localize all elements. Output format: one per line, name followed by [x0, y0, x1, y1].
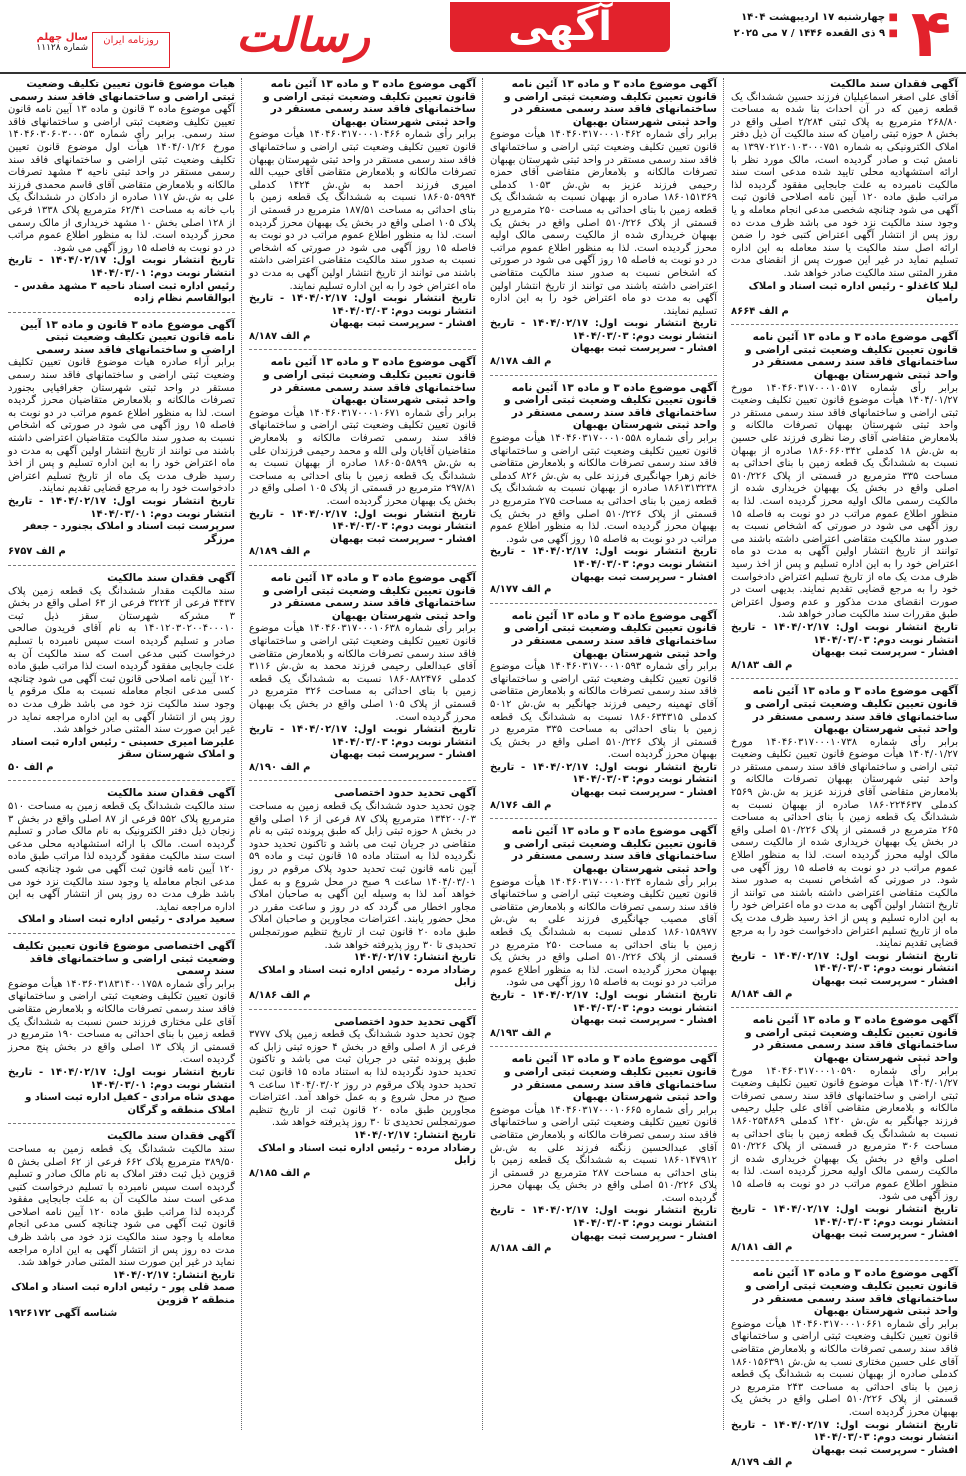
- ad-reference-code: م الف ۸/۱۷۸: [490, 356, 552, 368]
- masthead: [0, 0, 966, 74]
- ad-reference-code: م الف ۸/۱۹۰: [249, 761, 311, 773]
- column-3: [249, 78, 476, 1430]
- ad-body: برابر آراء صادره هیات موضوع قانون تعیین تکلیف وضعیت ثبتی اراضی و ساختمانهای فاقد سند رسمی مستقر در واحد ثبتی شهرستان جغرافیایی بجنورد تصرفات مالکانه و بلامعارض متقاضیان محرز گردیده است. لذا به منظور اطلاع عموم مراتب در دو نوبت به فاصله ۱۵ روز آگهی می شود در صورتی که اشخاص نسبت به صدور سند مالکیت متقاضیان اعتراضی داشته باشند می توانند از تاریخ انتشار اولین آگهی به مدت دو ماه اعتراض خود را به این اداره تسلیم و پس از اخذ رسید ظرف مدت یک ماه از تاریخ تسلیم اعتراض دادخواست خود را به مرجع قضایی تقدیم نمایند.: [8, 357, 235, 495]
- ad-signature: افشار - سرپرست ثبت بهبهان: [812, 975, 958, 987]
- ad-reference-code: م الف ۸/۱۸۹: [249, 546, 311, 558]
- ad-body: برابر رأی شماره ۱۴۰۴۶۰۳۱۷۰۰۰۱۰۵۹۳ هیأت موضوع قانون تعیین تکلیف وضعیت ثبتی اراضی و ساختمانهای فاقد سند رسمی تصرفات مالکانه و بلامعارض متقاضی آقای تهمینه رحیمی فرزند جهانگیر به ش.ش ۵۰۱۲ کدملی ۱۸۶۰۶۳۴۳۱۵ نسبت به ششدانگ یک قطعه زمین با بنای احداثی به مساحت ۳۳۵ مترمربع در قسمتی از پلاک ۵۱۰/۲۲۶ اصلی واقع در بخش یک بهبهان محرز گردیده است.: [490, 661, 717, 761]
- ad-notice: [249, 1016, 476, 1187]
- ad-body: برابر رأی شماره ۱۴۰۴۶۰۳۱۷۰۰۰۱۰۶۳۸ هیأت موضوع قانون تعیین تکلیف وضعیت ثبتی اراضی و ساختمانهای فاقد سند رسمی تصرفات مالکانه و بلامعارض متقاضی آقای عبدالعلی رحیمی فرزند محمد به ش.ش ۳۱۱۶ کدملی ۱۸۶۰۸۸۲۴۷۶ نسبت به ششدانگ یک قطعه زمین با بنای احداثی به مساحت ۳۲۶ مترمربع در قسمتی از پلاک ۱۰۵ اصلی واقع در بخش یک بهبهان محرز گردیده است.: [249, 623, 476, 723]
- issue-info: [6, 32, 88, 66]
- ribbon-badge: روزنامه ایران: [92, 32, 170, 68]
- year-label: سال چهلم: [36, 32, 88, 43]
- ad-publish-date: تاریخ انتشار نوبت اول: ۱۴۰۴/۰۲/۱۷ - تاریخ انتشار نوبت دوم: ۱۴۰۴/۰۳/۰۳: [490, 318, 717, 342]
- newspaper-logo: رسالت: [236, 8, 370, 62]
- ad-publish-date: تاریخ انتشار نوبت اول: ۱۴۰۴/۰۲/۱۷ - تاریخ انتشار نوبت دوم: ۱۴۰۴/۰۳/۰۳: [490, 1205, 717, 1230]
- ad-title: آگهی موضوع ماده ۳ و ماده ۱۳ آئین نامه قانون تعیین تکلیف وضعیت ثبتی اراضی و ساختمانهای فاقد سند رسمی مستقر در واحد ثبتی شهرستان بهبهان: [504, 1053, 717, 1104]
- date-line-hijri-gregorian: ■ ۹ ذی القعده ۱۴۴۶ / ۷ می ۲۰۲۵: [708, 26, 898, 42]
- ad-reference-code: م الف ۵۰: [8, 761, 54, 773]
- ad-signature: افشار - سرپرست ثبت بهبهان: [330, 533, 476, 545]
- ad-signature: لیلا کاغذلو - رئیس اداره ثبت اسناد و املاک رامیان: [748, 280, 958, 305]
- ad-title: آگهی موضوع ماده ۳ قانون و ماده ۱۳ آیین نامه قانون تعیین تکلیف وضعیت ثبتی اراضی و ساختمانهای فاقد سند رسمی: [20, 318, 235, 356]
- ad-body: برابر رأی شماره ۱۴۰۴۶۰۳۱۷۰۰۰۱۰۴۲۴ هیأت موضوع قانون تعیین تکلیف وضعیت ثبتی اراضی و ساختمانهای فاقد سند رسمی تصرفات مالکانه و بلامعارض متقاضی آقای مصیب جهانگیری فرزند علی به ش.ش ۱۸۶۰۱۵۸۹۷۷ کدملی نسبت به ششدانگ یک قطعه زمین با بنای احداثی به مساحت ۲۵۰ مترمربع در قسمتی از پلاک ۵۱۰/۲۲۶ اصلی واقع در بخش یک بهبهان محرز گردیده است. لذا به منظور اطلاع عموم مراتب در دو نوبت به فاصله ۱۵ روز آگهی می شود.: [490, 876, 717, 989]
- ad-body: برابر رأی شماره ۱۴۰۳۶۰۳۱۸۳۱۴۰۰۱۷۵۸ هیأت موضوع قانون تعیین تکلیف وضعیت ثبتی اراضی و ساختمانهای فاقد سند رسمی تصرفات مالکانه و بلامعارض متقاضی آقای علی مختاری فرزند حسن نسبت به ششدانگ یک قطعه زمین با بنای احداثی به مساحت ۱۹۰ مترمربع در قسمتی از پلاک ۱۳ اصلی واقع در بخش پنج محرز گردیده است.: [8, 978, 235, 1066]
- ad-notice: [731, 1014, 958, 1261]
- section-title: آگهی: [450, 2, 670, 52]
- ad-notice: [731, 685, 958, 1008]
- ad-body: سند مالکیت ششدانگ یک قطعه زمین به مساحت ۵۱۰ مترمربع پلاک ۵۵۲ فرعی از ۸۷ اصلی واقع در بخش ۳ زنجان ذیل دفتر الکترونیک به نام مالک صادر و تسلیم گردیده است. مالک با ارائه استشهادیه محلی مدعی است سند مالکیت مفقود گردیده لذا مراتب طبق ماده ۱۲۰ آیین نامه قانون ثبت آگهی می شود چنانچه کسی مدعی انجام معامله یا وجود سند مالکیت نزد خود می باشد ظرف مدت ده روز پس از انتشار آگهی به این اداره مراجعه نماید.: [8, 801, 235, 913]
- ad-title: آگهی موضوع ماده ۳ و ماده ۱۳ آئین نامه قانون تعیین تکلیف وضعیت ثبتی اراضی و ساختمانهای فاقد سند رسمی مستقر در واحد ثبتی شهرستان بهبهان: [745, 331, 958, 382]
- ad-publish-date: تاریخ انتشار نوبت اول: ۱۴۰۴/۰۲/۱۷ - تاریخ انتشار نوبت دوم: ۱۴۰۴/۰۳/۰۳: [731, 950, 958, 975]
- ad-reference-code: م الف ۶۷۵۷: [8, 546, 66, 558]
- date-line-persian: ■ چهارشنبه ۱۷ اردیبهشت ۱۴۰۴: [708, 10, 898, 26]
- column-divider: [241, 78, 242, 1430]
- ad-signature: سرپرست ثبت اسناد و املاک بجنورد - جعفر مرزگر: [23, 521, 235, 545]
- ad-reference-code: م الف ۸/۱۸۱: [731, 1241, 793, 1253]
- ad-body: برابر رأی شماره ۱۴۰۴۶۰۳۱۷۰۰۰۱۰۶۶۵ هیأت موضوع قانون تعیین تکلیف وضعیت ثبتی اراضی و ساختمانهای فاقد سند رسمی تصرفات مالکانه و بلامعارض متقاضی آقای عبدالحسین زنگنه فرزند علی به ش.ش ۱۸۶۰۱۴۷۹۱۲ نسبت به ششدانگ یک قطعه زمین با بنای احداثی به مساحت ۲۸۷ مترمربع در قسمتی از پلاک ۵۱۰/۲۲۶ اصلی واقع در بخش یک بهبهان محرز گردیده است.: [490, 1104, 717, 1204]
- ad-title: آگهی موضوع ماده ۳ و ماده ۱۳ آئین نامه قانون تعیین تکلیف وضعیت ثبتی اراضی و ساختمانهای فاقد سند رسمی مستقر در واحد ثبتی شهرستان بهبهان: [504, 381, 717, 432]
- ad-notice: [731, 1267, 958, 1476]
- ad-reference-code: م الف ۸۶۶۴: [731, 305, 789, 317]
- ad-notice: [731, 331, 958, 679]
- ad-title: آگهی فقدان سند مالکیت: [830, 78, 958, 90]
- ad-title: آگهی موضوع ماده ۳ و ماده ۱۳ آئین نامه قانون تعیین تکلیف وضعیت ثبتی اراضی و ساختمانهای فاقد سند رسمی مستقر در واحد ثبتی شهرستان بهبهان: [745, 1014, 958, 1064]
- ad-notice: [8, 787, 235, 934]
- column-2: [490, 78, 717, 1430]
- ad-title: آگهی اختصاصی موضوع قانون تعیین تکلیف وضعیت ثبتی اراضی و ساختمانهای فاقد سند رسمی: [12, 940, 235, 978]
- ad-signature: افشار - سرپرست ثبت بهبهان: [571, 571, 717, 583]
- ad-title: آگهی موضوع ماده ۳ و ماده ۱۳ آئین نامه قانون تعیین تکلیف وضعیت ثبتی اراضی و ساختمانهای فاقد سند رسمی مستقر در واحد ثبتی شهرستان بهبهان: [504, 78, 717, 128]
- ad-notice: [8, 78, 235, 313]
- ad-title: هیات موضوع قانون تعیین تکلیف وضعیت ثبتی اراضی و ساختمانهای فاقد سند رسمی: [9, 78, 235, 103]
- ad-body: آقای علی اصغر اسماعیلیان فرزند حسین ششدانگ یک قطعه زمین که در آن احداث بنا شده به مساحت ۲۶۸/۸۰ مترمربع به پلاک ثبتی ۲/۲۸۴ اصلی واقع در بخش ۸ حوزه ثبتی رامیان که سند مالکیت آن ذیل دفتر املاک الکترونیکی به شماره ۱۳۹۷۰۲۱۲۰۱۰۳۰۰۰۷۵۱ به نامش ثبت و صادر گردیده است، مالک مورد نظر با ارائه استشهادیه محلی تایید شده مدعی است سند مالکیت نامبرده به علت جابجایی مفقود گردیده لذا مراتب طبق ماده ۱۲۰ آیین نامه اصلاحی قانون ثبت آگهی می شود چنانچه شخصی مدعی انجام معامله و یا وجود سند مالکیت نزد خود می باشد ظرف مدت ده روز پس از انتشار آگهی اعتراض کتبی خود را ضمن ارائه اصل سند مالکیت یا سند معامله به این اداره تسلیم نماید در غیر این صورت پس از انقضای مدت مقرر المثنی سند مالکیت صادر خواهد شد.: [731, 91, 958, 279]
- ad-notice: [249, 78, 476, 350]
- ad-publish-date: تاریخ انتشار نوبت اول: ۱۴۰۴/۰۲/۱۷ - تاریخ انتشار نوبت دوم: ۱۴۰۴/۰۳/۰۳: [490, 761, 717, 786]
- ad-title: آگهی موضوع ماده ۳ و ماده ۱۳ آئین نامه قانون تعیین تکلیف وضعیت ثبتی اراضی و ساختمانهای فاقد سند رسمی مستقر در واحد ثبتی شهرستان بهبهان: [504, 609, 717, 660]
- ad-publish-date: تاریخ انتشار نوبت اول: ۱۴۰۴/۰۲/۱۷ - تاریخ انتشار نوبت دوم: ۱۴۰۴/۰۳/۰۳: [490, 546, 717, 570]
- issue-number: شماره ۱۱۱۲۸: [36, 43, 88, 53]
- ad-publish-date: تاریخ انتشار نوبت اول: ۱۴۰۴/۰۲/۱۷ - تاریخ انتشار نوبت دوم: ۱۴۰۴/۰۳/۰۳: [249, 508, 476, 533]
- ad-title: آگهی موضوع ماده ۳ و ماده ۱۳ آئین نامه قانون تعیین تکلیف وضعیت ثبتی اراضی و ساختمانهای فاقد سند رسمی مستقر در واحد ثبتی شهرستان بهبهان: [263, 78, 476, 128]
- ad-body: برابر رأی شماره ۱۴۰۴۶۰۳۱۷۰۰۰۱۰۵۱۷ مورخ ۱۴۰۴/۰۱/۲۷ هیأت موضوع قانون تعیین تکلیف وضعیت ثبتی اراضی و ساختمانهای فاقد سند رسمی مستقر در واحد ثبتی شهرستان بهبهان تصرفات مالکانه و بلامعارض متقاضی آقای رضا نظری فرزند علی حسین به ش.ش ۱۸ کدملی ۱۸۶۰۶۶۰۳۴۲ صادره از بهبهان نسبت به ششدانگ یک قطعه زمین با بنای احداثی به مساحت ۳۳۵ مترمربع در قسمتی از پلاک ۵۱۰/۲۲۶ اصلی واقع در بخش یک بهبهان خریداری شده از مالکیت رسمی مالک اولیه محرز گردیده است. لذا به منظور اطلاع عموم مراتب در دو نوبت به فاصله ۱۵ روز آگهی می شود در صورتی که اشخاص نسبت به صدور سند مالکیت متقاضی اعتراضی داشته باشند می توانند از تاریخ انتشار اولین آگهی به مدت دو ماه اعتراض خود را به این اداره تسلیم و پس از اخذ رسید ظرف مدت یک ماه از تاریخ تسلیم اعتراض دادخواست خود را به مرجع قضایی تقدیم نمایند. بدیهی است در صورت انقضای مدت مذکور و عدم وصول اعتراض طبق مقررات سند مالکیت صادر خواهد شد.: [731, 382, 958, 621]
- ad-notice: [731, 78, 958, 325]
- ad-publish-date: تاریخ انتشار نوبت اول: ۱۴۰۴/۰۲/۱۷ - تاریخ انتشار نوبت دوم: ۱۴۰۴/۰۳/۰۳: [490, 989, 717, 1014]
- ad-body: برابر رأی شماره ۱۴۰۴۶۰۳۱۷۰۰۰۱۰۴۶۲ هیأت موضوع قانون تعیین تکلیف وضعیت ثبتی اراضی و ساختمانهای فاقد سند رسمی مستقر در واحد ثبتی شهرستان بهبهان تصرفات مالکانه و بلامعارض متقاضی آقای حمزه رحیمی فرزند عزیز به ش.ش ۱۰۵۳ کدملی ۱۸۶۰۱۵۱۳۶۹ صادره از بهبهان نسبت به ششدانگ یک قطعه زمین با بنای احداثی به مساحت ۲۵۰ مترمربع در قسمتی از پلاک ۵۱۰/۲۲۶ اصلی واقع در بخش یک بهبهان خریداری شده از مالکیت رسمی مالک اولیه محرز گردیده است. لذا به منظور اطلاع عموم مراتب در دو نوبت به فاصله ۱۵ روز آگهی می شود در صورتی که اشخاص نسبت به صدور سند مالکیت متقاضی اعتراضی داشته باشند می توانند از تاریخ انتشار اولین آگهی به مدت دو ماه اعتراض خود را به این اداره تسلیم نمایند.: [490, 129, 717, 317]
- ad-notice: [490, 825, 717, 1047]
- ad-signature: افشار - سرپرست ثبت بهبهان: [571, 1015, 717, 1027]
- ad-signature: افشار - سرپرست ثبت بهبهان: [330, 318, 476, 330]
- ad-notice: [249, 356, 476, 566]
- ad-notice: [8, 319, 235, 566]
- ad-reference-code: م الف ۸/۱۷۷: [490, 584, 552, 596]
- column-divider: [482, 78, 483, 1430]
- ad-body: آگهی موضوع ماده ۳ قانون و ماده ۱۳ آیین نامه قانون تعیین تکلیف وضعیت ثبتی اراضی و ساختمانهای فاقد سند رسمی. برابر رأی شماره ۱۴۰۴۶۰۳۰۶۰۳۰۰۰۵۳ مورخ ۱۴۰۴/۰۱/۲۶ هیأت اول موضوع قانون تعیین تکلیف وضعیت ثبتی اراضی و ساختمانهای فاقد سند رسمی مستقر در واحد ثبتی ناحیه ۳ مشهد تصرفات مالکانه و بلامعارض متقاضی آقای قاسم محمدی فرزند علی به ش.ش ۱۱۷ صادره از دادکان در ششدانگ یک باب خانه به مساحت ۶۲/۴۱ مترمربع پلاک ۱۳۳۸ فرعی از ۱۲۸ اصلی بخش ۱۰ مشهد خریداری از مالک رسمی محرز گردیده است. لذا به منظور اطلاع عموم مراتب در دو نوبت به فاصله ۱۵ روز آگهی می شود.: [8, 104, 236, 254]
- ad-signature: سعید مرادی - رئیس اداره ثبت اسناد و املاک: [17, 914, 235, 926]
- ad-title: آگهی تحدید حدود اختصاصی: [334, 787, 476, 800]
- ad-reference-code: م الف ۸/۱۷۶: [490, 799, 552, 811]
- ad-signature: افشار - سرپرست ثبت بهبهان: [571, 787, 717, 799]
- ad-reference-code: شناسه آگهی ۱۹۲۶۱۷۲: [8, 1307, 118, 1319]
- ad-publish-date: تاریخ انتشار نوبت اول: ۱۴۰۴/۰۲/۱۷ - تاریخ انتشار نوبت دوم: ۱۴۰۴/۰۳/۰۳: [249, 724, 476, 748]
- ad-reference-code: م الف ۸/۱۷۹: [731, 1457, 793, 1469]
- ad-notice: [8, 572, 235, 782]
- ad-body: برابر رأی شماره ۱۴۰۴۶۰۳۱۷۰۰۰۱۰۵۵۸ هیأت موضوع قانون تعیین تکلیف وضعیت ثبتی اراضی و ساختمانهای فاقد سند رسمی تصرفات مالکانه و بلامعارض متقاضی خانم زهرا جهانگیری فرزند علی به ش.ش ۸۲۶ کدملی ۱۸۶۱۳۱۳۲۳۸ صادره از بهبهان نسبت به ششدانگ یک قطعه زمین با بنای احداثی به مساحت ۲۷۵ مترمربع در قسمتی از پلاک ۵۱۰/۲۲۶ اصلی واقع در بخش یک بهبهان محرز گردیده است. لذا به منظور اطلاع عموم مراتب در دو نوبت به فاصله ۱۵ روز آگهی می شود.: [490, 433, 717, 545]
- ad-publish-date: تاریخ انتشار: ۱۴۰۴/۰۲/۱۷: [353, 952, 476, 964]
- ad-reference-code: م الف ۸/۱۸۶: [249, 989, 311, 1001]
- ad-signature: افشار - سرپرست ثبت بهبهان: [330, 749, 476, 761]
- ad-publish-date: تاریخ انتشار نوبت اول: ۱۴۰۴/۰۲/۱۷ - تاریخ انتشار نوبت دوم: ۱۴۰۴/۰۳/۰۱: [8, 255, 235, 279]
- ad-notice: [490, 382, 717, 604]
- ad-title: آگهی موضوع ماده ۳ و ماده ۱۳ آئین نامه قانون تعیین تکلیف وضعیت ثبتی اراضی و ساختمانهای فاقد سند رسمی مستقر در واحد ثبتی شهرستان بهبهان: [263, 571, 476, 622]
- ad-body: سند مالکیت مقدار ششدانگ یک قطعه زمین پلاک ۴۴۳۷ فرعی از ۳۲۲۴ فرعی از ۶۳ اصلی واقع در بخش ۳ مشرکه شهرستان سقز ذیل ثبت ۱۴۰۱۲۰۳۰۲۰۰۴۰۰۰۱۰ به نام آقای فریدون صالحی صادر و تسلیم گردیده است سپس نامبرده با تسلیم درخواست کتبی مدعی است که سند مالکیت آن به علت جابجایی مفقود گردیده است لذا مراتب طبق ماده ۱۲۰ آیین نامه اصلاحی قانون ثبت آگهی می شود چنانچه کسی مدعی انجام معامله نسبت به ملک مرقوم یا وجود سند مالکیت نزد خود می باشد ظرف مدت ده روز پس از انتشار آگهی به این اداره مراجعه نماید در غیر این صورت سند المثنی صادر خواهد شد.: [8, 585, 235, 736]
- ad-body: برابر رأی شماره ۱۴۰۴۶۰۳۱۷۰۰۰۱۰۴۶۶ هیأت موضوع قانون تعیین تکلیف وضعیت ثبتی اراضی و ساختمانهای فاقد سند رسمی مستقر در واحد ثبتی شهرستان بهبهان تصرفات مالکانه و بلامعارض متقاضی آقای حبیب الله امیری فرزند احمد به ش.ش ۱۴۲۴ کدملی ۱۸۶۰۵۰۵۹۹۴ نسبت به ششدانگ یک قطعه زمین با بنای احداثی به مساحت ۱۸۷/۵۱ مترمربع در قسمتی از پلاک ۱۰۵ اصلی واقع در بخش یک بهبهان محرز گردیده است. لذا به منظور اطلاع عموم مراتب در دو نوبت به فاصله ۱۵ روز آگهی می شود در صورتی که اشخاص نسبت به صدور سند مالکیت متقاضی اعتراضی داشته باشند می توانند از تاریخ انتشار اولین آگهی به مدت دو ماه اعتراض خود را به این اداره تسلیم نمایند.: [249, 129, 477, 292]
- issue-date: [708, 10, 898, 42]
- ad-title: آگهی فقدان سند مالکیت: [107, 787, 235, 800]
- ad-notice: [490, 78, 717, 376]
- page-number: ۴: [910, 0, 952, 72]
- ad-reference-code: م الف ۸/۱۸۸: [490, 1243, 552, 1255]
- ad-body: چون تحدید حدود ششدانگ یک قطعه زمین به مساحت ۱۳۴۲۰۰/۰۳ مترمربع پلاک ۸۷ فرعی از ۱۶ اصلی واقع در بخش ۸ حوزه ثبتی زابل که طبق پرونده ثبتی به نام متقاضی در جریان ثبت می باشد و تاکنون تحدید حدود نگردیده لذا به استناد ماده ۱۵ قانون ثبت و ماده ۵۹ آیین نامه قانون ثبت تحدید حدود پلاک مرقوم در روز ۱۴۰۴/۰۳/۰۱ ساعت ۹ صبح در محل شروع و به عمل خواهد آمد لذا به وسیله این آگهی به صاحبان املاک مجاور اخطار می گردد که در روز و ساعت مقرر در محل حضور یابند. اعتراضات مجاورین و صاحبان املاک طبق ماده ۲۰ قانون ثبت از تاریخ تنظیم صورتمجلس تحدیدی تا ۳۰ روز پذیرفته خواهد شد.: [249, 801, 477, 951]
- ad-signature: علیرضا امیری حسینی - رئیس اداره ثبت اسناد و املاک شهرستان سقز: [11, 736, 235, 761]
- ad-title: آگهی موضوع ماده ۳ و ماده ۱۳ آئین نامه قانون تعیین تکلیف وضعیت ثبتی اراضی و ساختمانهای فاقد سند رسمی مستقر در واحد ثبتی شهرستان بهبهان: [745, 685, 958, 736]
- ad-signature: رضاداد مرده - رئیس اداره ثبت اسناد و املاک زابل: [257, 1142, 476, 1167]
- ads-columns: [8, 78, 959, 1469]
- ad-body: برابر رأی شماره ۱۴۰۴۶۰۳۱۷۰۰۰۱۰۶۶۱ هیأت موضوع قانون تعیین تکلیف وضعیت ثبتی اراضی و ساختمانهای فاقد سند رسمی تصرفات مالکانه و بلامعارض متقاضی آقای علی حسین مختاری نسب به ش.ش ۱۸۶۰۱۵۶۳۹۱ کدملی صادره از بهبهان نسبت به ششدانگ یک قطعه زمین با بنای احداثی به مساحت ۲۴۳ مترمربع در قسمتی از پلاک ۵۱۰/۲۲۶ اصلی واقع در بخش یک بهبهان محرز گردیده است.: [731, 1318, 958, 1418]
- ad-signature: صمد قلی پور - رئیس اداره ثبت اسناد و املاک منطقه ۲ قزوین: [11, 1282, 235, 1307]
- ad-reference-code: م الف ۸/۱۸۴: [731, 988, 793, 1000]
- ad-reference-code: م الف ۸/۱۹۳: [490, 1027, 552, 1039]
- ad-publish-date: تاریخ انتشار نوبت اول: ۱۴۰۴/۰۲/۱۷ - تاریخ انتشار نوبت دوم: ۱۴۰۴/۰۳/۰۳: [249, 293, 476, 317]
- ad-publish-date: تاریخ انتشار نوبت اول: ۱۴۰۴/۰۲/۱۷ - تاریخ انتشار نوبت دوم: ۱۴۰۴/۰۳/۰۱: [8, 496, 235, 520]
- ad-publish-date: تاریخ انتشار: ۱۴۰۴/۰۲/۱۷: [112, 1269, 235, 1281]
- ad-body: چون تحدید حدود ششدانگ یک قطعه زمین پلاک ۳۷۷۷ فرعی از ۸ اصلی واقع در بخش ۴ حوزه ثبتی زابل که طبق پرونده ثبتی در جریان ثبت می باشد و تاکنون تحدید حدود نگردیده لذا به استناد ماده ۱۵ قانون ثبت تحدید حدود پلاک مرقوم در روز ۱۴۰۴/۰۳/۰۲ ساعت ۹ صبح در محل شروع و به عمل خواهد آمد. اعتراضات مجاورین طبق ماده ۲۰ قانون ثبت از تاریخ تنظیم صورتمجلس تحدیدی تا ۳۰ روز پذیرفته خواهد شد.: [249, 1029, 476, 1129]
- ad-reference-code: م الف ۸/۱۸۵: [249, 1167, 311, 1179]
- ad-reference-code: م الف ۸/۱۸۳: [731, 659, 793, 671]
- ad-notice: [490, 610, 717, 820]
- ad-title: آگهی تحدید حدود اختصاصی: [334, 1015, 476, 1028]
- ad-reference-code: م الف ۸/۱۸۷: [249, 330, 311, 342]
- ad-notice: [8, 1130, 235, 1326]
- ad-publish-date: تاریخ انتشار نوبت اول: ۱۴۰۴/۰۲/۱۷ - تاریخ انتشار نوبت دوم: ۱۴۰۴/۰۳/۰۳: [731, 621, 958, 646]
- ad-publish-date: تاریخ انتشار نوبت اول: ۱۴۰۴/۰۲/۱۷ - تاریخ انتشار نوبت دوم: ۱۴۰۴/۰۳/۰۱: [8, 1066, 235, 1091]
- ad-signature: افشار - سرپرست ثبت بهبهان: [812, 647, 958, 659]
- column-4: [8, 78, 235, 1430]
- ad-body: برابر رأی شماره ۱۴۰۴۶۰۳۱۷۰۰۰۱۰۵۹۰ مورخ ۱۴۰۴/۰۱/۲۷ هیأت موضوع قانون تعیین تکلیف وضعیت ثبتی اراضی و ساختمانهای فاقد سند رسمی تصرفات مالکانه و بلامعارض متقاضی آقای علی جلیل رحیمی فرزند جهانگیر به ش.ش ۱۴۲۰ کدملی ۱۸۶۰۲۵۴۸۶۹ نسبت به ششدانگ یک قطعه زمین با بنای احداثی به مساحت ۳۰۶ مترمربع در قسمتی از پلاک ۵۱۰/۲۲۶ اصلی واقع در بخش یک بهبهان خریداری شده از مالکیت رسمی مالک اولیه محرز گردیده است. لذا به منظور اطلاع عموم مراتب در دو نوبت به فاصله ۱۵ روز آگهی می شود.: [731, 1065, 958, 1203]
- ad-signature: افشار - سرپرست ثبت بهبهان: [571, 343, 717, 355]
- ad-notice: [249, 787, 476, 1009]
- ad-title: آگهی فقدان سند مالکیت: [107, 1130, 235, 1143]
- ad-body: برابر رأی شماره ۱۴۰۴۶۰۳۱۷۰۰۰۱۰۷۳۸ مورخ ۱۴۰۴/۰۱/۲۷ هیأت موضوع قانون تعیین تکلیف وضعیت ثبتی اراضی و ساختمانهای فاقد سند رسمی مستقر در واحد ثبتی شهرستان بهبهان تصرفات مالکانه و بلامعارض متقاضی آقای فرزند عزیز به ش.ش ۲۵۶۹ کدملی ۱۸۶۰۲۲۴۶۳۷ صادره از بهبهان نسبت به ششدانگ یک قطعه زمین با بنای احداثی به مساحت ۲۶۵ مترمربع در قسمتی از پلاک ۵۱۰/۲۲۶ اصلی واقع در بخش یک بهبهان خریداری شده از مالکیت رسمی مالک اولیه محرز گردیده است. لذا به منظور اطلاع عموم مراتب در دو نوبت به فاصله ۱۵ روز آگهی می شود. در صورتی که اشخاص نسبت به صدور سند مالکیت متقاضی اعتراضی داشته باشند می توانند از تاریخ انتشار اولین آگهی به مدت دو ماه اعتراض خود را به این اداره تسلیم و پس از اخذ رسید ظرف مدت یک ماه از تاریخ تسلیم اعتراض دادخواست خود را به مرجع قضایی تقدیم نمایند.: [731, 736, 959, 950]
- ad-signature: مهدی شاه مرادی - کفیل اداره ثبت اسناد و املاک منطقه و گرگان: [25, 1092, 235, 1116]
- ad-publish-date: تاریخ انتشار نوبت اول: ۱۴۰۴/۰۲/۱۷ - تاریخ انتشار نوبت دوم: ۱۴۰۴/۰۳/۰۳: [731, 1419, 958, 1444]
- ad-signature: رضاداد مرده - رئیس اداره ثبت اسناد و املاک زابل: [257, 964, 476, 989]
- ad-notice: [490, 1053, 717, 1262]
- ad-title: آگهی موضوع ماده ۳ و ماده ۱۳ آئین نامه قانون تعیین تکلیف وضعیت ثبتی اراضی و ساختمانهای فاقد سند رسمی مستقر در واحد ثبتی شهرستان بهبهان: [263, 356, 476, 407]
- ad-title: آگهی فقدان سند مالکیت: [107, 571, 235, 584]
- ad-body: برابر رأی شماره ۱۴۰۴۶۰۳۱۷۰۰۰۱۰۶۷۱ هیأت موضوع قانون تعیین تکلیف وضعیت ثبتی اراضی و ساختمانهای فاقد سند رسمی تصرفات مالکانه و بلامعارض متقاضیان آقایان ولی الله و محمد رحیمی فرزندان علی به ش.ش ۱۸۶۰۵۰۵۸۹۹ صادره از بهبهان نسبت به ششدانگ یک قطعه زمین با بنای احداثی به مساحت ۲۹۷/۸۱ مترمربع در قسمتی از پلاک ۱۰۵ اصلی واقع در بخش یک بهبهان محرز گردیده است.: [249, 407, 476, 507]
- column-divider: [723, 78, 724, 1430]
- column-1: [731, 78, 959, 1469]
- ad-title: آگهی موضوع ماده ۳ و ماده ۱۳ آئین نامه قانون تعیین تکلیف وضعیت ثبتی اراضی و ساختمانهای فاقد سند رسمی مستقر در واحد ثبتی شهرستان بهبهان: [745, 1267, 958, 1318]
- ad-publish-date: تاریخ انتشار نوبت اول: ۱۴۰۴/۰۲/۱۷ - تاریخ انتشار نوبت دوم: ۱۴۰۴/۰۳/۰۳: [731, 1204, 958, 1228]
- ad-notice: [8, 940, 235, 1124]
- ad-body: سند مالکیت ششدانگ یک قطعه زمین به مساحت ۳۸۹/۵۰ مترمربع پلاک ۶۶۲ فرعی از ۶۲ اصلی بخش ۵ قزوین ذیل ثبت دفتر املاک به نام مالک صادر و تسلیم گردیده است سپس نامبرده با تسلیم درخواست کتبی مدعی است سند مالکیت آن به علت جابجایی مفقود گردیده لذا مراتب طبق ماده ۱۲۰ آیین نامه اصلاحی قانون ثبت آگهی می شود چنانچه کسی مدعی انجام معامله یا وجود سند مالکیت نزد خود می باشد ظرف مدت ده روز پس از انتشار آگهی به این اداره مراجعه نماید در غیر این صورت سند المثنی صادر خواهد شد.: [8, 1143, 235, 1269]
- ad-title: آگهی موضوع ماده ۳ و ماده ۱۳ آئین نامه قانون تعیین تکلیف وضعیت ثبتی اراضی و ساختمانهای فاقد سند رسمی مستقر در واحد ثبتی شهرستان بهبهان: [504, 825, 717, 876]
- ad-signature: افشار - سرپرست ثبت بهبهان: [571, 1230, 717, 1242]
- ad-signature: افشار - سرپرست ثبت بهبهان: [812, 1444, 958, 1456]
- ad-signature: افشار - سرپرست ثبت بهبهان: [812, 1229, 958, 1241]
- ad-publish-date: تاریخ انتشار: ۱۴۰۴/۰۲/۱۷: [353, 1129, 476, 1141]
- ad-signature: رئیس اداره ثبت اسناد ناحیه ۳ مشهد مقدس - ابوالقاسم نظام زاده: [14, 280, 235, 305]
- ad-notice: [249, 572, 476, 782]
